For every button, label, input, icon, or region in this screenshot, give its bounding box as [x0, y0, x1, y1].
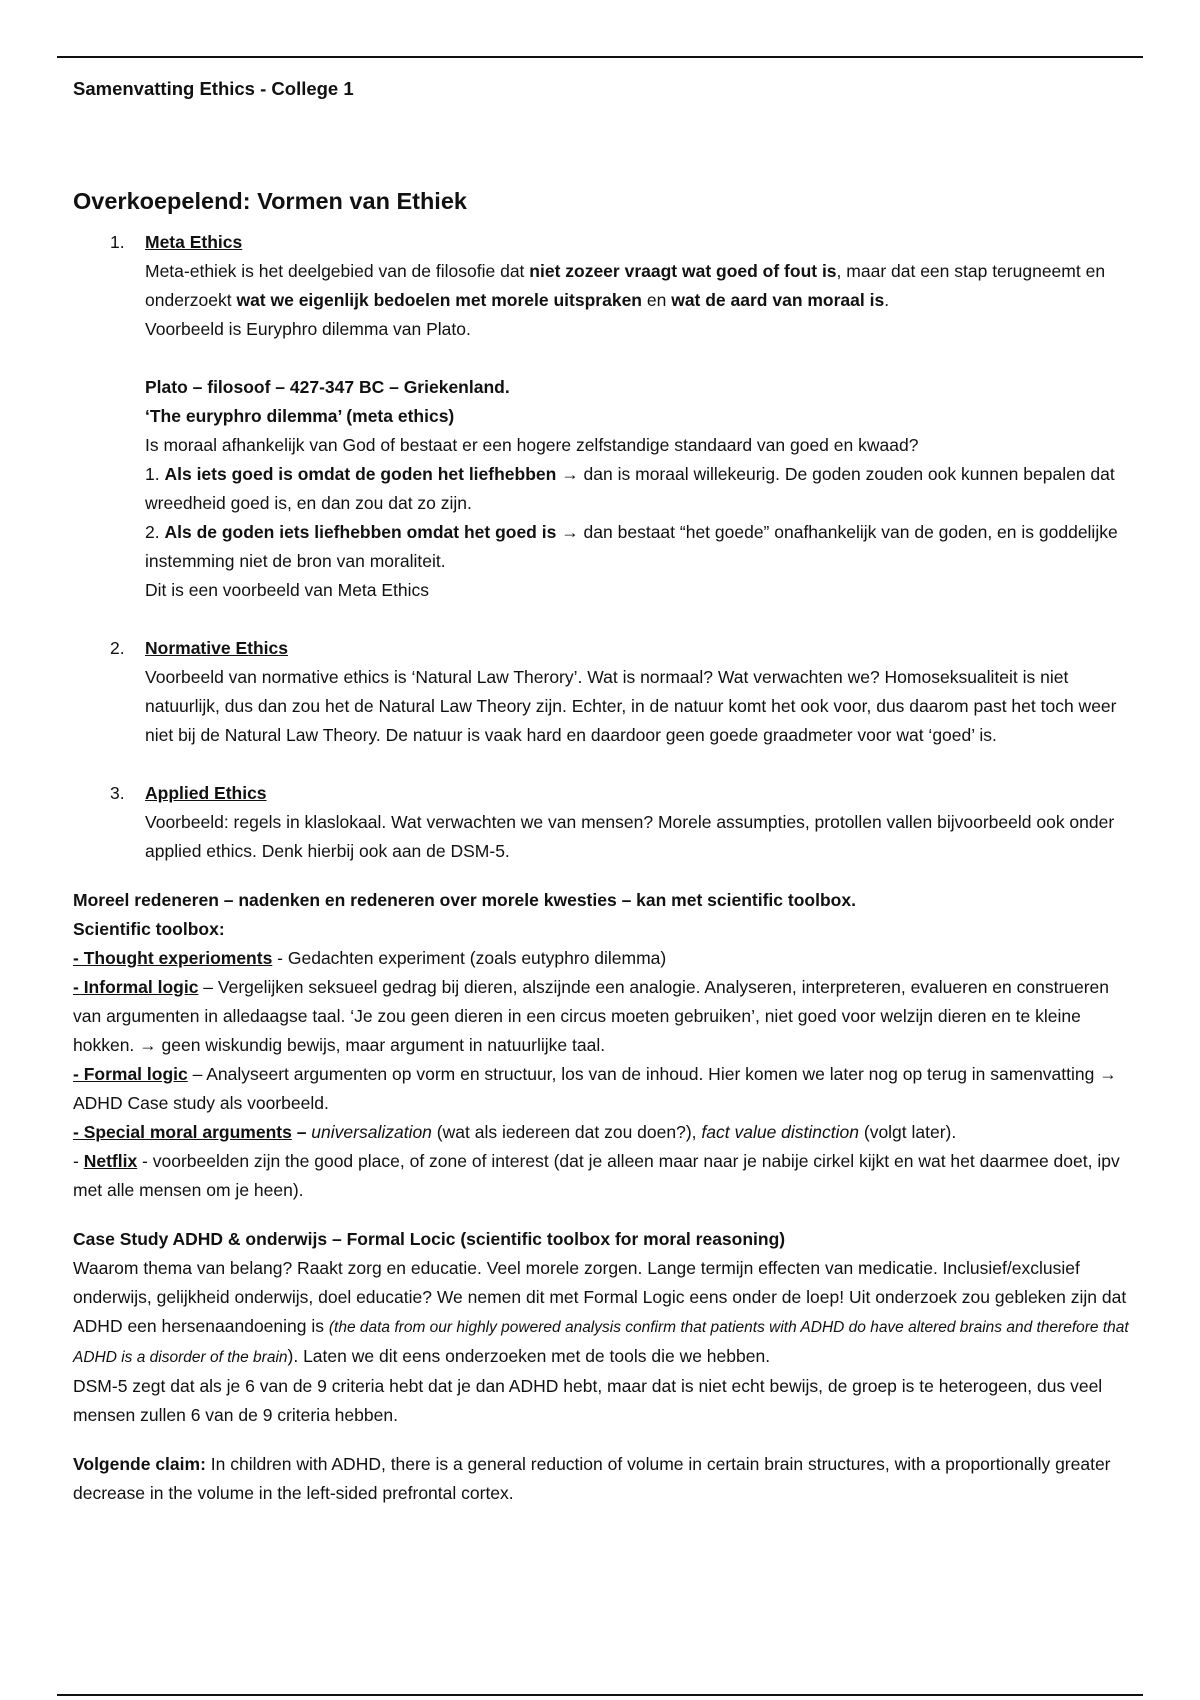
toolbox-formal-logic: - Formal logic – Analyseert argumenten op vorm en structuur, los van de inhoud. Hier komen we later nog op terug in samenvatting → ADHD Case study als voorbeeld.: [73, 1064, 1117, 1113]
list-number: 1.: [110, 232, 125, 252]
case-study-paragraph-1: Waarom thema van belang? Raakt zorg en educatie. Veel morele zorgen. Lange termijn effecten van medicatie. Inclusief/exclusief onderwijs, gelijkheid onderwijs, doel educatie? We nemen dit met Formal Logic eens onder de loep! Uit onderzoek zou gebleken zijn dat ADHD een hersenaandoening is (the data from our highly powered analysis confirm that patients with ADHD do have altered brains and therefore that ADHD is a disorder of the brain). Laten we dit eens onderzoeken met de tools die we hebben.: [73, 1258, 1129, 1366]
list-item-applied-ethics: [73, 779, 1133, 866]
toolbox-label: Scientific toolbox:: [73, 919, 225, 939]
item-title: Applied Ethics: [145, 783, 267, 803]
toolbox-special-moral-arguments: - Special moral arguments – universalization (wat als iedereen dat zou doen?), fact value distinction (volgt later).: [73, 1122, 957, 1142]
moral-reasoning-heading: Moreel redeneren – nadenken en redeneren over morele kwesties – kan met scientific toolbox.: [73, 890, 856, 910]
toolbox-netflix: - Netflix - voorbeelden zijn the good place, of zone of interest (dat je alleen maar naar je nabije cirkel kijkt en wat het daarmee doet, ipv met alle mensen om je heen).: [73, 1151, 1120, 1200]
document-title: Samenvatting Ethics - College 1: [73, 78, 354, 99]
list-number: 2.: [110, 638, 125, 658]
meta-ethics-example: Voorbeeld is Euryphro dilemma van Plato.: [145, 319, 471, 339]
plato-line: Plato – filosoof – 427-347 BC – Griekenland.: [145, 377, 510, 397]
document-page: [73, 74, 1133, 1508]
dilemma-question: Is moraal afhankelijk van God of bestaat er een hogere zelfstandige standaard van goed en kwaad?: [145, 435, 919, 455]
section-heading: Overkoepelend: Vormen van Ethiek: [73, 188, 467, 214]
toolbox-thought-experiments: - Thought experioments - Gedachten experiment (zoals eutyphro dilemma): [73, 948, 667, 968]
applied-ethics-body: Voorbeeld: regels in klaslokaal. Wat verwachten we van mensen? Morele assumpties, protollen vallen bijvoorbeeld ook onder applied ethics. Denk hierbij ook aan de DSM-5.: [145, 812, 1115, 861]
next-claim: Volgende claim: In children with ADHD, there is a general reduction of volume in certain brain structures, with a proportionally greater decrease in the volume in the left-sided prefrontal cortex.: [73, 1454, 1111, 1503]
list-item-meta-ethics: [73, 228, 1133, 605]
meta-ethics-intro: Meta-ethiek is het deelgebied van de filosofie dat niet zozeer vraagt wat goed of fout is, maar dat een stap terugneemt en onderzoekt wat we eigenlijk bedoelen met morele uitspraken en wat de aard van moraal is.: [145, 261, 1106, 310]
list-number: 3.: [110, 783, 125, 803]
item-title: Meta Ethics: [145, 232, 243, 252]
case-study-heading: Case Study ADHD & onderwijs – Formal Locic (scientific toolbox for moral reasoning): [73, 1229, 786, 1249]
toolbox-informal-logic: - Informal logic – Vergelijken seksueel gedrag bij dieren, alszijnde een analogie. Analyseren, interpreteren, evalueren en construeren van argumenten in alledaagse taal. ‘Je zou geen dieren in een circus moeten gebruiken’, niet goed voor welzijn dieren en te kleine hokken. → geen wiskundig bewijs, maar argument in natuurlijke taal.: [73, 977, 1110, 1055]
dilemma-point-1: 1. Als iets goed is omdat de goden het liefhebben → dan is moraal willekeurig. De goden zouden ook kunnen bepalen dat wreedheid goed is, en dan zou dat zo zijn.: [145, 464, 1115, 513]
case-study-paragraph-2: DSM-5 zegt dat als je 6 van de 9 criteria hebt dat je dan ADHD hebt, maar dat is niet echt bewijs, de groep is te heterogeen, dus veel mensen zullen 6 van de 9 criteria hebben.: [73, 1376, 1103, 1425]
top-rule: [57, 56, 1143, 58]
normative-ethics-body: Voorbeeld van normative ethics is ‘Natural Law Therory’. Wat is normaal? Wat verwachten we? Homoseksualiteit is niet natuurlijk, dus dan zou het de Natural Law Theory zijn. Echter, in de natuur komt het ook voor, dus daarom past het toch weer niet bij de Natural Law Theory. De natuur is vaak hard en daardoor geen goede graadmeter voor wat ‘goed’ is.: [145, 667, 1117, 745]
dilemma-closing: Dit is een voorbeeld van Meta Ethics: [145, 580, 430, 600]
dilemma-point-2: 2. Als de goden iets liefhebben omdat het goed is → dan bestaat “het goede” onafhankelijk van de goden, en is goddelijke instemming niet de bron van moraliteit.: [145, 522, 1118, 571]
list-item-normative-ethics: [73, 634, 1133, 750]
bottom-rule: [57, 1694, 1143, 1696]
item-title: Normative Ethics: [145, 638, 288, 658]
dilemma-title: ‘The euryphro dilemma’ (meta ethics): [145, 406, 455, 426]
